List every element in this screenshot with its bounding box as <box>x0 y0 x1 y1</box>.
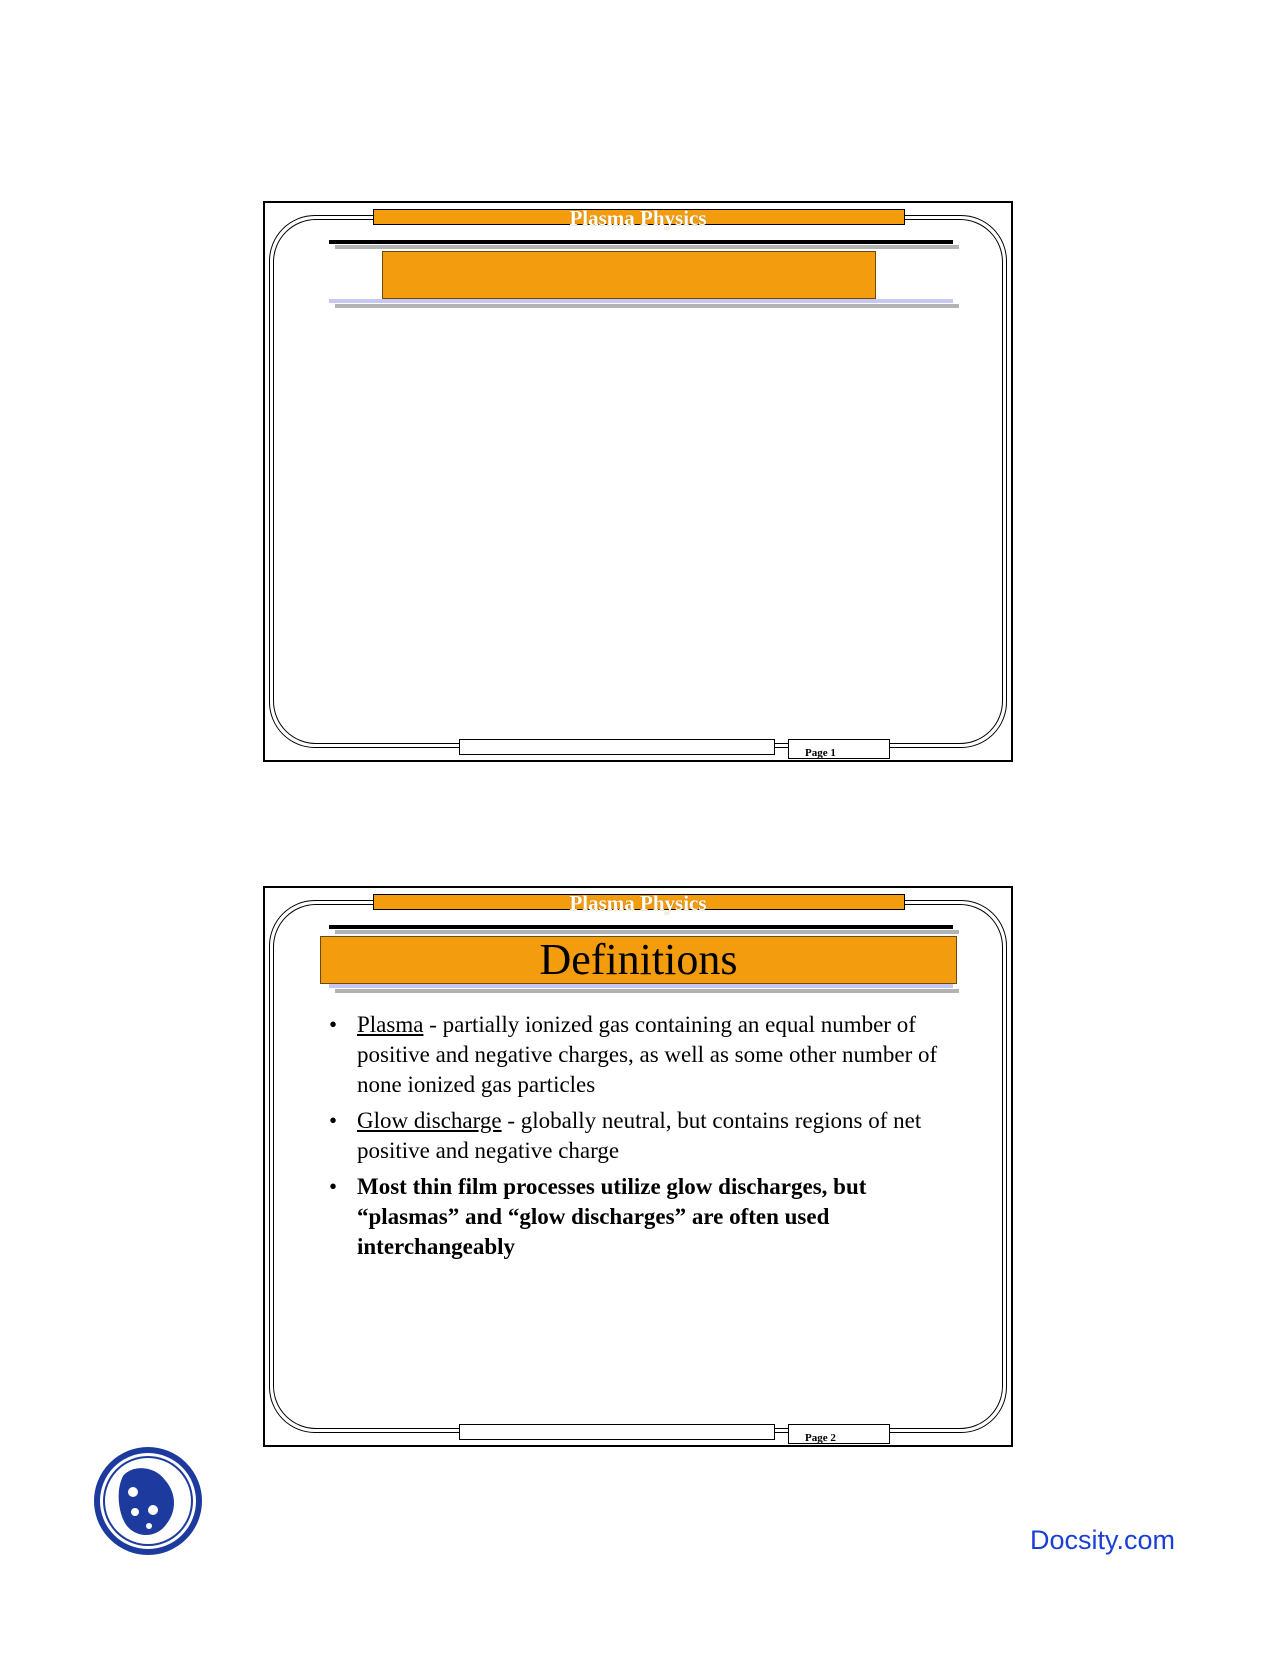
title-rule-bottom-shadow <box>335 989 959 993</box>
definition-list <box>329 1010 949 1268</box>
title-rule-bottom <box>329 984 953 988</box>
docsity-logo-icon <box>93 1446 203 1556</box>
title-rule-top <box>329 925 953 929</box>
slide-2 <box>263 886 1013 1447</box>
footer-box <box>459 739 775 755</box>
page-number: Page 1 <box>788 739 890 759</box>
docsity-brand-link[interactable]: Docsity.com <box>1030 1525 1176 1555</box>
title-rule-bottom-shadow <box>335 304 959 308</box>
note-text: Most thin film processes utilize glow discharges, but “plasmas” and “glow discharges” are often used interchangeably <box>357 1174 867 1259</box>
page-number: Page 2 <box>788 1424 890 1444</box>
footer-box <box>459 1424 775 1440</box>
slide-title-box <box>320 936 957 984</box>
bullet-glow-discharge <box>329 1106 949 1166</box>
slide-title-box <box>382 251 876 299</box>
slide-1 <box>263 201 1013 762</box>
title-rule-bottom <box>329 299 953 303</box>
bullet-plasma <box>329 1010 949 1100</box>
bullet-note <box>329 1172 949 1262</box>
term-glow-discharge: Glow discharge <box>357 1108 502 1133</box>
title-rule-shadow <box>335 930 959 934</box>
term-plasma: Plasma <box>357 1012 424 1037</box>
definition-text: - globally neutral, but contains regions of net positive and negative charge <box>357 1108 922 1163</box>
definition-text: - partially ionized gas containing an equal number of positive and negative charges, as well as some other number of none ionized gas particles <box>357 1012 938 1097</box>
title-rule-top <box>329 240 953 244</box>
header-title: Plasma Physics <box>569 206 707 230</box>
slide-title: Definitions <box>539 935 738 984</box>
header-title: Plasma Physics <box>569 891 707 915</box>
title-rule-shadow <box>335 245 959 249</box>
